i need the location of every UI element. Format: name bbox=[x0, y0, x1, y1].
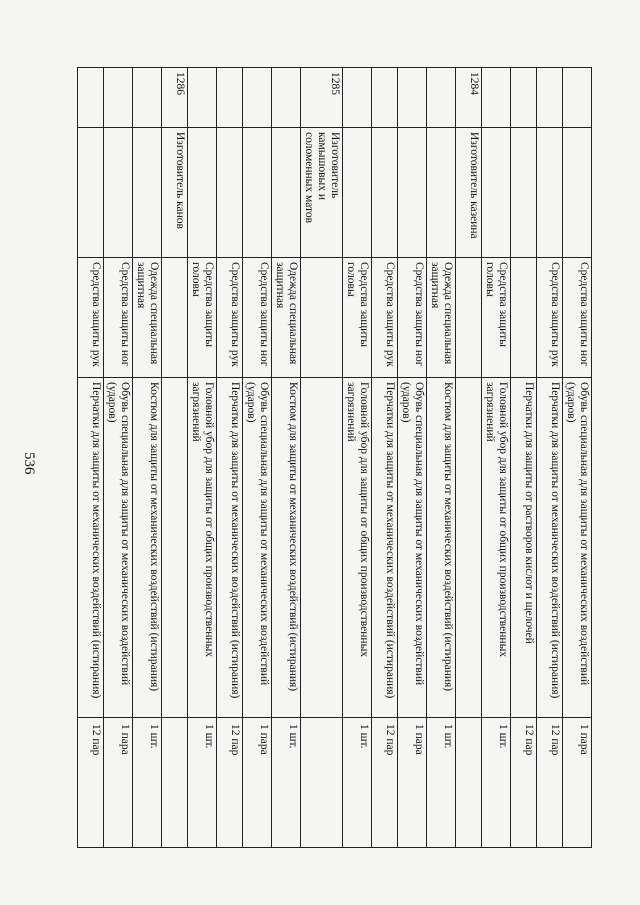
quantity-cell: 1 шт. bbox=[272, 718, 301, 848]
profession-cell bbox=[482, 128, 511, 258]
ppe-name-cell: Головной убор для защиты от общих производственных загрязнений bbox=[188, 378, 217, 718]
ppe-name-cell: Обувь специальная для защиты от механических воздействий (ударов) bbox=[563, 378, 592, 718]
row-number-cell bbox=[482, 68, 511, 128]
profession-cell bbox=[537, 128, 563, 258]
table-row bbox=[188, 68, 217, 848]
table-row bbox=[272, 68, 301, 848]
ppe-type-cell: Одежда специальная защитная bbox=[427, 258, 456, 378]
ppe-norms-table-container bbox=[90, 67, 592, 847]
row-number-cell bbox=[188, 68, 217, 128]
table-row bbox=[537, 68, 563, 848]
profession-cell: Изготовитель казеина bbox=[456, 128, 482, 258]
row-number-cell bbox=[217, 68, 243, 128]
row-number-cell: 1286 bbox=[162, 68, 188, 128]
quantity-cell: 1 шт. bbox=[427, 718, 456, 848]
profession-cell bbox=[372, 128, 398, 258]
profession-cell bbox=[104, 128, 133, 258]
ppe-name-cell: Костюм для защиты от механических воздействий (истирания) bbox=[272, 378, 301, 718]
table-row bbox=[162, 68, 188, 848]
ppe-name-cell: Перчатки для защиты от механических воздействий (истирания) bbox=[78, 378, 104, 718]
quantity-cell: 1 пара bbox=[104, 718, 133, 848]
ppe-type-cell: Средства защиты ног bbox=[563, 258, 592, 378]
profession-cell bbox=[133, 128, 162, 258]
ppe-type-cell: Одежда специальная защитная bbox=[133, 258, 162, 378]
quantity-cell: 1 шт. bbox=[343, 718, 372, 848]
ppe-type-cell: Средства защиты рук bbox=[217, 258, 243, 378]
ppe-name-cell: Перчатки для защиты от механических воздействий (истирания) bbox=[217, 378, 243, 718]
ppe-name-cell: Обувь специальная для защиты от механических воздействий (ударов) bbox=[243, 378, 272, 718]
row-number-cell bbox=[372, 68, 398, 128]
ppe-type-cell bbox=[162, 258, 188, 378]
profession-cell bbox=[78, 128, 104, 258]
quantity-cell: 1 пара bbox=[563, 718, 592, 848]
profession-cell bbox=[272, 128, 301, 258]
ppe-type-cell: Средства защиты головы bbox=[188, 258, 217, 378]
table-row bbox=[398, 68, 427, 848]
row-number-cell bbox=[537, 68, 563, 128]
row-number-cell bbox=[343, 68, 372, 128]
row-number-cell bbox=[272, 68, 301, 128]
ppe-name-cell: Головной убор для защиты от общих производственных загрязнений bbox=[482, 378, 511, 718]
profession-cell: Изготовитель камышовых и соломенных матов bbox=[301, 128, 343, 258]
ppe-type-cell: Средства защиты рук bbox=[78, 258, 104, 378]
table-row bbox=[104, 68, 133, 848]
ppe-type-cell: Средства защиты ног bbox=[398, 258, 427, 378]
table-row bbox=[301, 68, 343, 848]
row-number-cell bbox=[511, 68, 537, 128]
quantity-cell: 1 пара bbox=[243, 718, 272, 848]
quantity-cell: 12 пар bbox=[372, 718, 398, 848]
table-row bbox=[343, 68, 372, 848]
ppe-type-cell: Средства защиты головы bbox=[343, 258, 372, 378]
quantity-cell: 1 шт. bbox=[482, 718, 511, 848]
ppe-norms-table bbox=[77, 67, 592, 848]
table-row bbox=[563, 68, 592, 848]
ppe-name-cell: Перчатки для защиты от механических воздействий (истирания) bbox=[537, 378, 563, 718]
quantity-cell: 12 пар bbox=[511, 718, 537, 848]
quantity-cell: 12 пар bbox=[217, 718, 243, 848]
table-row bbox=[78, 68, 104, 848]
ppe-type-cell: Средства защиты рук bbox=[537, 258, 563, 378]
quantity-cell bbox=[162, 718, 188, 848]
ppe-name-cell: Костюм для защиты от механических воздействий (истирания) bbox=[133, 378, 162, 718]
ppe-type-cell: Средства защиты головы bbox=[482, 258, 511, 378]
row-number-cell: 1284 bbox=[456, 68, 482, 128]
ppe-type-cell bbox=[511, 258, 537, 378]
profession-cell bbox=[511, 128, 537, 258]
profession-cell: Изготовитель канов bbox=[162, 128, 188, 258]
row-number-cell bbox=[133, 68, 162, 128]
ppe-name-cell: Костюм для защиты от механических воздействий (истирания) bbox=[427, 378, 456, 718]
ppe-name-cell: Перчатки для защиты от механических воздействий (истирания) bbox=[372, 378, 398, 718]
quantity-cell bbox=[456, 718, 482, 848]
row-number-cell bbox=[427, 68, 456, 128]
table-row bbox=[243, 68, 272, 848]
profession-cell bbox=[427, 128, 456, 258]
quantity-cell: 12 пар bbox=[537, 718, 563, 848]
table-row bbox=[427, 68, 456, 848]
ppe-name-cell bbox=[162, 378, 188, 718]
profession-cell bbox=[563, 128, 592, 258]
ppe-name-cell: Обувь специальная для защиты от механических воздействий (ударов) bbox=[398, 378, 427, 718]
profession-cell bbox=[243, 128, 272, 258]
ppe-type-cell bbox=[301, 258, 343, 378]
ppe-type-cell: Одежда специальная защитная bbox=[272, 258, 301, 378]
quantity-cell: 1 шт. bbox=[188, 718, 217, 848]
table-body bbox=[78, 68, 592, 848]
ppe-name-cell: Головной убор для защиты от общих производственных загрязнений bbox=[343, 378, 372, 718]
table-row bbox=[482, 68, 511, 848]
ppe-type-cell bbox=[456, 258, 482, 378]
ppe-name-cell: Обувь специальная для защиты от механических воздействий (ударов) bbox=[104, 378, 133, 718]
ppe-name-cell: Перчатки для защиты от растворов кислот и щелочей bbox=[511, 378, 537, 718]
ppe-name-cell bbox=[301, 378, 343, 718]
quantity-cell: 1 шт. bbox=[133, 718, 162, 848]
ppe-name-cell bbox=[456, 378, 482, 718]
profession-cell bbox=[343, 128, 372, 258]
row-number-cell bbox=[78, 68, 104, 128]
quantity-cell bbox=[301, 718, 343, 848]
table-row bbox=[133, 68, 162, 848]
profession-cell bbox=[398, 128, 427, 258]
row-number-cell bbox=[563, 68, 592, 128]
table-row bbox=[217, 68, 243, 848]
quantity-cell: 12 пар bbox=[78, 718, 104, 848]
profession-cell bbox=[188, 128, 217, 258]
page-number: 536 bbox=[21, 452, 37, 475]
ppe-type-cell: Средства защиты рук bbox=[372, 258, 398, 378]
table-row bbox=[456, 68, 482, 848]
row-number-cell: 1285 bbox=[301, 68, 343, 128]
ppe-type-cell: Средства защиты ног bbox=[243, 258, 272, 378]
quantity-cell: 1 пара bbox=[398, 718, 427, 848]
row-number-cell bbox=[104, 68, 133, 128]
row-number-cell bbox=[243, 68, 272, 128]
profession-cell bbox=[217, 128, 243, 258]
row-number-cell bbox=[398, 68, 427, 128]
table-row bbox=[511, 68, 537, 848]
ppe-type-cell: Средства защиты ног bbox=[104, 258, 133, 378]
table-row bbox=[372, 68, 398, 848]
